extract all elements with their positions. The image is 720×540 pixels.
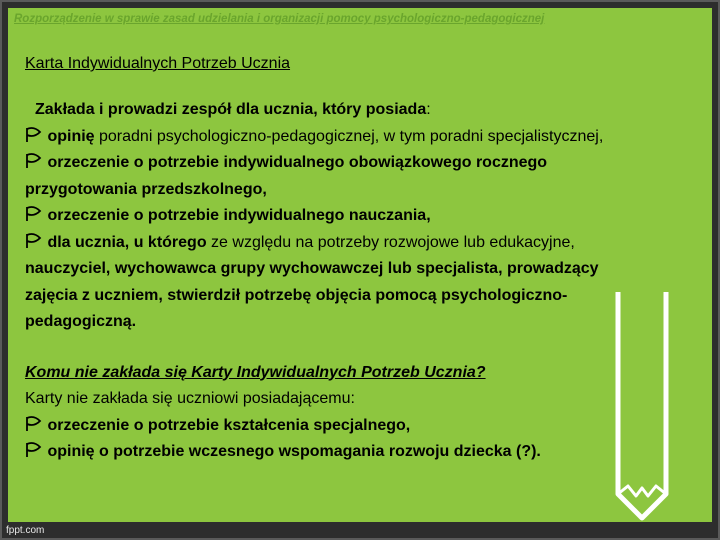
bullet-normal: ze względu na potrzeby rozwojowe lub edukacyjne, <box>206 233 575 251</box>
bullet-text: orzeczenie o potrzebie indywidualnego nauczania, <box>47 207 431 224</box>
answer-intro: Karty nie zakłada się uczniowi posiadającemu: <box>25 390 355 407</box>
list-item <box>25 150 685 177</box>
bullet-bold: opinię <box>47 127 95 145</box>
intro-line <box>25 97 685 124</box>
list-item-continuation: nauczyciel, wychowawca grupy wychowawczej lub specjalista, prowadzący <box>25 260 599 277</box>
bullet-text: opinię o potrzebie wczesnego wspomagania rozwoju dziecka (?). <box>47 443 541 460</box>
list-item <box>25 124 685 151</box>
list-item <box>25 203 685 230</box>
flag-icon <box>25 206 43 222</box>
list-item-continuation: przygotowania przedszkolnego, <box>25 180 267 198</box>
page-title: Karta Indywidualnych Potrzeb Ucznia <box>25 55 291 72</box>
footer-brand: fppt.com <box>6 525 45 536</box>
bullet-text: orzeczenie o potrzebie indywidualnego obowiązkowego rocznego <box>47 154 548 171</box>
flag-icon <box>25 127 43 143</box>
flag-icon <box>25 442 43 458</box>
slide-content <box>25 97 685 466</box>
list-item <box>25 439 685 466</box>
list-item <box>25 230 685 257</box>
bullet-text: orzeczenie o potrzebie kształcenia specjalnego, <box>47 416 411 434</box>
spacer <box>25 336 685 360</box>
flag-icon <box>25 153 43 169</box>
intro-colon: : <box>426 101 431 118</box>
flag-icon <box>25 233 43 249</box>
list-item-continuation: zajęcia z uczniem, stwierdził potrzebę objęcia pomocą psychologiczno- <box>25 286 568 304</box>
list-item-continuation: pedagogiczną. <box>25 313 137 330</box>
bullet-bold: dla ucznia, u którego <box>47 233 207 251</box>
intro-text: Zakłada i prowadzi zespół dla ucznia, który posiada <box>35 101 427 118</box>
bullet-normal: poradni psychologiczno-pedagogicznej, w tym poradni specjalistycznej, <box>94 127 604 145</box>
pencil-icon <box>612 290 672 522</box>
question-heading: Komu nie zakłada się Karty Indywidualnych Potrzeb Ucznia? <box>25 363 486 381</box>
regulation-link[interactable]: Rozporządzenie w sprawie zasad udzielania i organizacji pomocy psychologiczno-pedagogicznej <box>14 13 545 25</box>
list-item <box>25 413 685 440</box>
flag-icon <box>25 416 43 432</box>
